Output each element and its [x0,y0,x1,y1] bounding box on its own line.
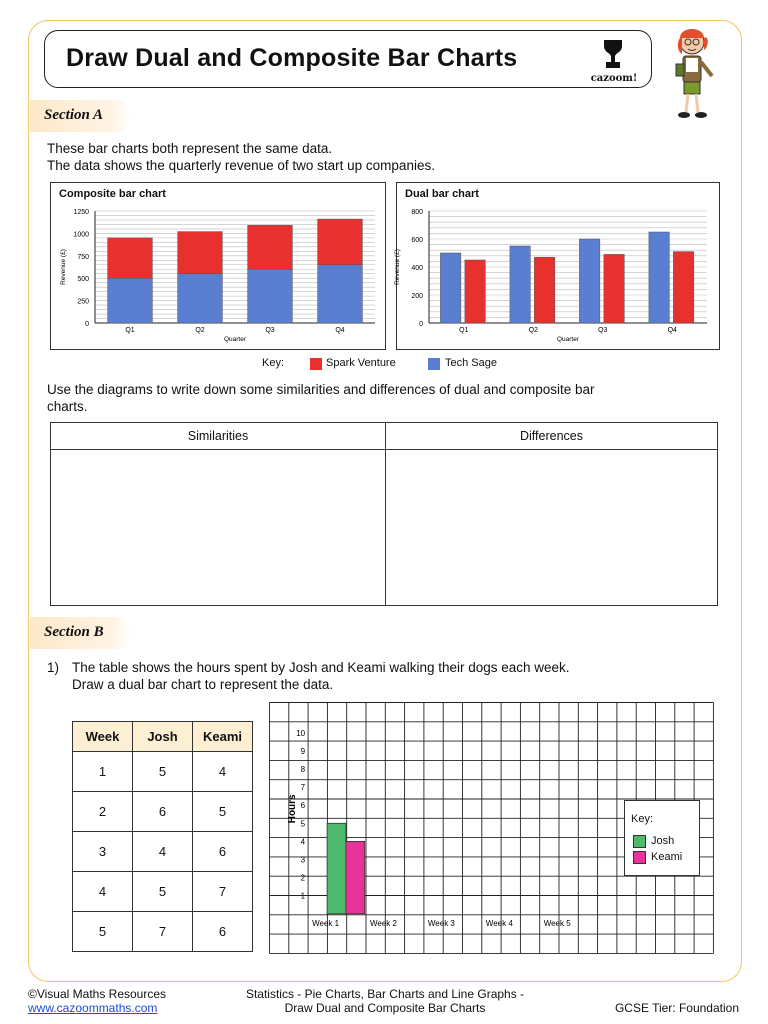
bar-tech-sage [248,269,293,323]
table-cell: 6 [133,792,193,832]
composite-bar-chart [51,183,385,349]
x-tick-label: Q2 [528,327,538,334]
table-row [73,872,253,912]
trophy-icon [602,40,624,68]
section-a-label: Section A [30,100,132,132]
y-tick-label: 500 [77,276,89,284]
bar-tech-sage [510,246,530,323]
spark-venture-key: Spark Venture [326,357,396,369]
x-tick-label: Week 1 [312,918,340,928]
footer-topic-1: Statistics - Pie Charts, Bar Charts and Line Graphs - [245,987,525,1001]
table-cell: 6 [193,832,253,872]
x-tick-label: Week 2 [370,918,397,928]
y-tick-label: 4 [300,837,306,847]
footer-copyright: ©Visual Maths Resources [28,987,167,1001]
bar-tech-sage [440,253,460,323]
y-tick-label: 400 [411,265,423,272]
y-tick-label: 5 [300,819,306,829]
y-tick-label: 10 [296,728,306,738]
table-header-week: Week [73,722,133,752]
question-number: 1) [47,660,60,675]
intro-line-2: The data shows the quarterly revenue of two start up companies. [47,158,435,173]
bar-tech-sage [178,274,223,323]
dual-chart-box [396,182,720,350]
x-tick-label: Q4 [335,327,345,334]
legend-keami: Keami [651,851,683,863]
x-tick-label: Q4 [667,327,677,334]
question-line-1: Use the diagrams to write down some similarities and differences of dual and composite bar [47,382,595,397]
bar-spark-venture [108,238,153,278]
table-header-keami: Keami [193,722,253,752]
table-row [73,752,253,792]
bar-spark-venture [465,260,485,323]
table-header-josh: Josh [133,722,193,752]
x-tick-label: Q3 [265,327,275,334]
composite-chart-title: Composite bar chart [59,188,166,200]
y-tick-label: 800 [411,209,423,216]
x-tick-label: Week 4 [485,918,513,928]
y-tick-label: 8 [300,765,306,774]
bar-tech-sage [318,265,363,323]
section-b-label: Section B [30,617,132,649]
bar-spark-venture [178,232,223,274]
chart-key-label: Key: [262,357,285,369]
bar-josh [327,823,346,914]
table-cell: 5 [73,912,133,952]
table-cell: 5 [193,792,253,832]
table-cell: 5 [133,752,193,792]
x-tick-label: Week 3 [427,918,455,928]
bar-tech-sage [649,232,669,323]
table-row [73,792,253,832]
keami-swatch [633,851,646,864]
y-axis-label: Revenue (£) [60,249,67,285]
table-cell: 4 [73,872,133,912]
similarities-answer-cell[interactable] [51,450,386,606]
y-tick-label: 1000 [73,231,89,239]
table-row [73,832,253,872]
dual-chart-title: Dual bar chart [405,188,479,200]
footer-url-link[interactable]: www.cazoommaths.com [28,1001,158,1015]
similarities-differences-table [50,422,718,606]
hours-data-table [72,721,253,952]
y-tick-label: 9 [300,746,306,756]
bar-tech-sage [579,239,599,323]
y-tick-label: 1 [300,891,306,901]
differences-answer-cell[interactable] [386,450,718,606]
y-axis-label: Hours [287,794,299,824]
bar-spark-venture [673,252,693,323]
table-cell: 4 [133,832,193,872]
table-cell: 6 [193,912,253,952]
composite-chart-box [50,182,386,350]
legend-title: Key: [631,813,654,825]
y-tick-label: 0 [419,321,423,328]
y-tick-label: 600 [411,237,423,244]
footer-tier: GCSE Tier: Foundation [614,1001,739,1015]
y-tick-label: 250 [77,298,89,306]
section-b-line-2: Draw a dual bar chart to represent the data. [72,677,334,692]
section-b-line-1: The table shows the hours spent by Josh and Keami walking their dogs each week. [72,660,570,675]
table-cell: 1 [73,752,133,792]
x-tick-label: Q2 [195,327,205,334]
x-tick-label: Q3 [598,327,608,334]
cartoon-girl-icon [664,24,724,124]
footer-topic-2: Draw Dual and Composite Bar Charts [284,1001,486,1015]
bar-keami [346,841,365,913]
x-tick-label: Week 5 [543,918,571,928]
table-cell: 7 [193,872,253,912]
y-tick-label: 0 [85,321,89,328]
page-title: Draw Dual and Composite Bar Charts [66,44,518,72]
cazoom-logo [588,40,640,84]
y-axis-label: Revenue (£) [394,249,401,285]
bar-tech-sage [108,278,153,323]
table-cell: 5 [133,872,193,912]
bar-spark-venture [604,254,624,323]
y-tick-label: 750 [77,253,89,261]
x-tick-label: Q1 [459,327,469,334]
bar-spark-venture [248,225,293,269]
similarities-header: Similarities [51,423,386,450]
tech-sage-key: Tech Sage [445,357,497,369]
y-tick-label: 200 [411,293,423,300]
grid-legend [624,800,700,876]
x-axis-label: Quarter [223,336,247,343]
table-cell: 7 [133,912,193,952]
legend-josh: Josh [651,835,675,847]
intro-line-1: These bar charts both represent the same data. [47,141,333,156]
table-cell: 2 [73,792,133,832]
table-cell: 4 [193,752,253,792]
spark-venture-swatch [310,358,322,370]
x-tick-label: Q1 [125,327,135,334]
tech-sage-swatch [428,358,440,370]
logo-text: cazoom! [590,73,638,84]
bar-spark-venture [318,219,363,265]
question-line-2: charts. [47,399,88,414]
table-row [73,912,253,952]
differences-header: Differences [386,423,718,450]
table-cell: 3 [73,832,133,872]
x-axis-label: Quarter [556,336,580,343]
bar-spark-venture [534,257,554,323]
y-tick-label: 2 [300,873,306,883]
josh-swatch [633,835,646,848]
y-tick-label: 3 [300,855,306,865]
y-tick-label: 6 [300,801,306,811]
y-tick-label: 1250 [73,209,89,216]
y-tick-label: 7 [300,783,306,793]
dual-bar-chart [394,183,719,349]
